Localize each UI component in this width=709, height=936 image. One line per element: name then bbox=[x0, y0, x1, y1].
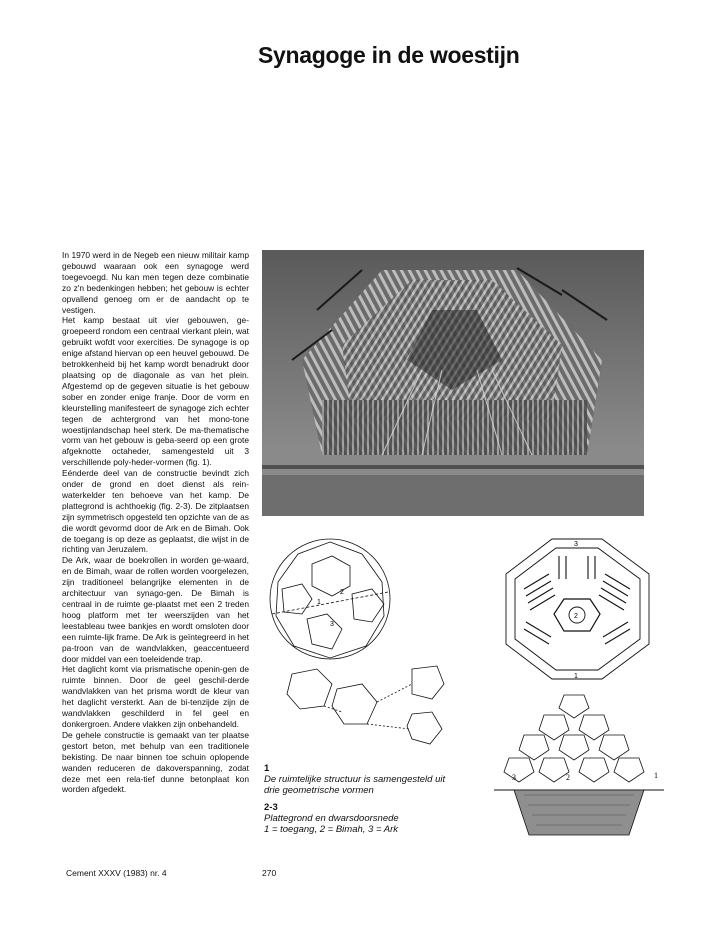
geometry-figure bbox=[262, 534, 462, 756]
paragraph: De Ark, waar de boekrollen in worden ge-waard, en de Bimah, waar de rollen worden voorgelezen, zijn traditioneel belangrijke elementen in de architectuur van synago-gen. De Bimah is centraal in de ruimte ge-plaatst met een 2 treden hoog platform met ter weerszijden van het leestableau twee bankjes en wordt omsloten door een ruimte-lijk frame. De Ark is geïntegreerd in het pa-troon van de wandvlakken, geaccentueerd door middel van een toeleidende trap. bbox=[62, 555, 249, 664]
paragraph: De gehele constructie is gemaakt van ter plaatse gestort beton, met behulp van een traditionele bekisting. De naar binnen toe schuin oplopende wanden reduceren de dakoverspanning, zodat deze met een rela-tief dunne betonplaat kon worden afgedekt. bbox=[62, 729, 249, 795]
figure-label: 3 bbox=[330, 621, 334, 628]
plan-label: 2 bbox=[574, 613, 578, 620]
journal-reference: Cement XXXV (1983) nr. 4 bbox=[66, 868, 167, 878]
section-label: 3 bbox=[512, 773, 516, 782]
floor-plan-figure bbox=[494, 534, 664, 684]
section-label: 1 bbox=[654, 771, 658, 780]
caption-number: 2-3 bbox=[264, 802, 278, 813]
figure-captions bbox=[264, 763, 494, 835]
synagogue-photo bbox=[262, 250, 644, 516]
caption-text: 1 = toegang, 2 = Bimah, 3 = Ark bbox=[264, 824, 399, 835]
article-body bbox=[62, 250, 249, 795]
figure-label: 1 bbox=[317, 599, 321, 606]
caption-text: De ruimtelijke structuur is samengesteld uit bbox=[264, 774, 446, 785]
figure-label: 2 bbox=[340, 589, 344, 596]
caption-text: Plattegrond en dwarsdoorsnede bbox=[264, 813, 399, 824]
paragraph: Eénderde deel van de constructie bevindt zich onder de grond en doet dienst als rein-waterkelder ten behoeve van het kamp. De plattegrond is achthoekig (fig. 2-3). De zitplaatsen zijn symmetrisch opgesteld ten opzichte van de as die wordt gevormd door de Ark en de Bimah. Ook de toegang is op deze as geplaatst, die wijst in de richting van Jeruzalem. bbox=[62, 468, 249, 555]
plan-label: 3 bbox=[574, 541, 578, 548]
caption-number: 1 bbox=[264, 763, 270, 774]
plan-label: 1 bbox=[574, 673, 578, 680]
page-number: 270 bbox=[262, 868, 277, 878]
paragraph: Het kamp bestaat uit vier gebouwen, ge-groepeerd rondom een centraal vierkant plein, wat gebruikt wofdt voor exercities. De synagoge is op enige afstand hiervan op een heuvel gebouwd. De betrokkenheid bij het kamp wordt benadrukt door plaatsing op de diagonale as van het plein. Afgestemd op de gegeven situatie is het gebouw sober en zonder enige franje. Door de vorm en kleurstelling manifesteert de synagoge zich echter tegen de achtergrond van het mono-tone woestijnlandschap heel sterk. De ma-thematische vorm van het gebouw is geba-seerd op een grote afgeknotte octaheder, samengesteld uit 3 verschillende poly-heder-vormen (fig. 1). bbox=[62, 315, 249, 468]
caption-text: drie geometrische vormen bbox=[264, 785, 374, 796]
paragraph: Het daglicht komt via prismatische openin-gen de ruimte binnen. Door de geel geschil-derde wandvlakken van het prisma wordt de kleur van het daglicht versterkt. Aan de bi-tenzijde zijn de wandvlakken geschilderd in fel geel en donkergroen. Andere vlakken zijn onbehandeld. bbox=[62, 664, 249, 729]
cross-section-figure bbox=[494, 690, 664, 838]
paragraph: In 1970 werd in de Negeb een nieuw militair kamp gebouwd waaraan ook een synagoge werd toegevoegd. Nu kan men tegen deze combinatie zo z'n bedenkingen hebben; het gebouw is echter opvallend genoeg om er de aandacht op te vestigen. bbox=[62, 250, 249, 315]
page-title: Synagoge in de woestijn bbox=[258, 42, 520, 68]
section-label: 2 bbox=[566, 773, 570, 782]
